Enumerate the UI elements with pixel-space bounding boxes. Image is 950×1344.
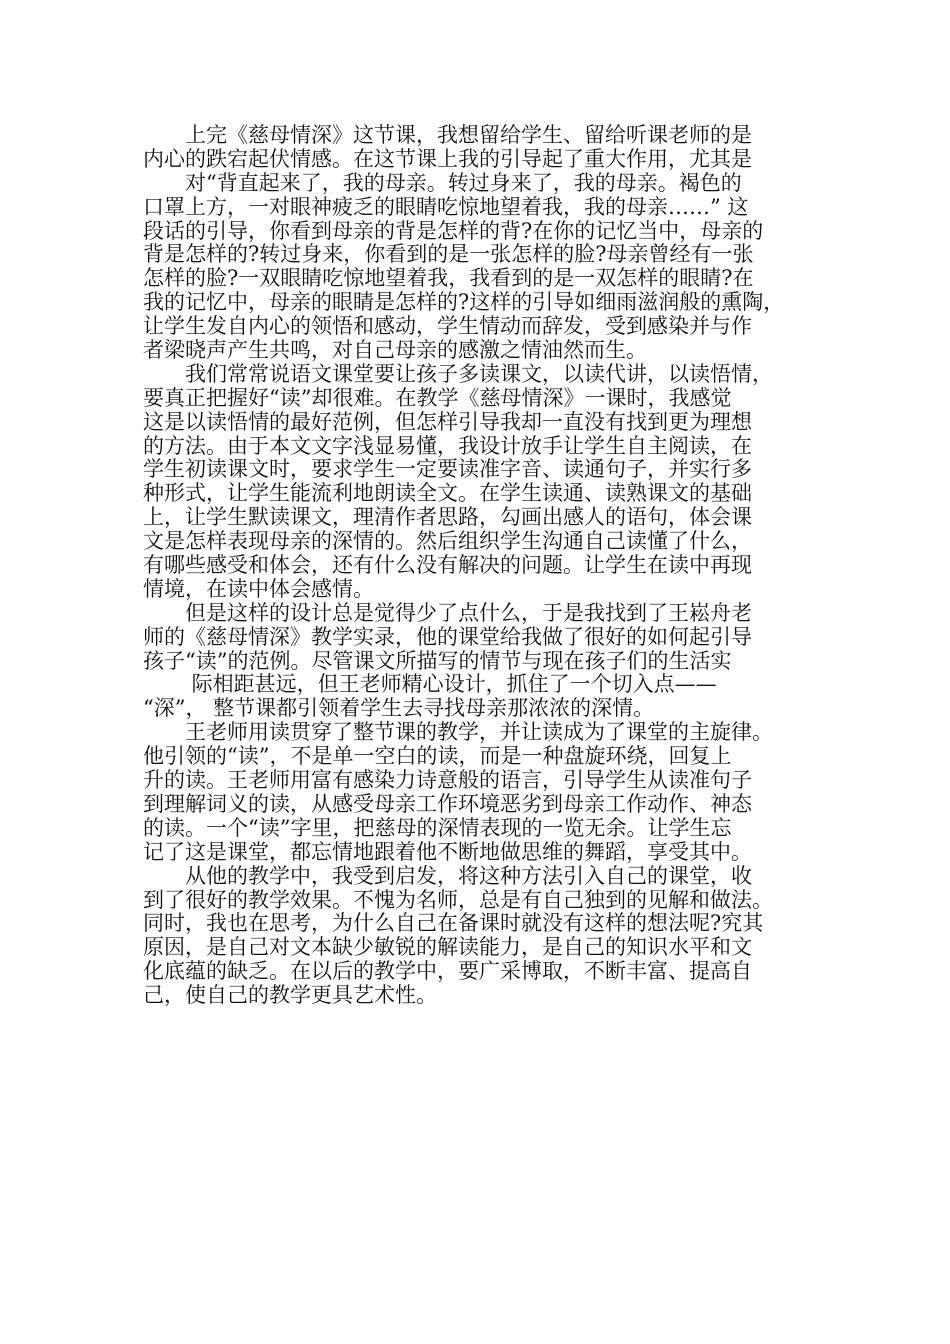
text-line: 让学生发自内心的领悟和感动，学生情动而辞发，受到感染并与作: [143, 314, 752, 339]
text-line: 怎样的脸?一双眼睛吃惊地望着我，我看到的是一双怎样的眼睛?在: [143, 266, 754, 291]
text-line: 背是怎样的?转过身来，你看到的是一张怎样的脸?母亲曾经有一张: [143, 242, 754, 267]
text-line: 际相距甚远，但王老师精心设计，抓住了一个切入点——: [143, 672, 717, 697]
text-line: 王老师用读贯穿了整节课的教学，并让读成为了课堂的主旋律。: [143, 720, 773, 745]
text-line: 上，让学生默读课文，理清作者思路，勾画出感人的语句，体会课: [143, 505, 752, 530]
text-line: 种形式，让学生能流利地朗读全文。在学生读通、读熟课文的基础: [143, 481, 752, 506]
text-line: 师的《慈母情深》教学实录，他的课堂给我做了很好的如何起引导: [143, 624, 752, 649]
text-line: 上完《慈母情深》这节课，我想留给学生、留给听课老师的是: [143, 123, 752, 147]
text-line: 但是这样的设计总是觉得少了点什么，于是我找到了王崧舟老: [143, 600, 752, 625]
text-line: 我们常常说语文课堂要让孩子多读课文，以读代讲，以读悟情，: [143, 361, 773, 386]
text-line: 口罩上方，一对眼神疲乏的眼睛吃惊地望着我，我的母亲……” 这: [143, 194, 749, 219]
text-line: 要真正把握好“读”却很难。在教学《慈母情深》一课时，我感觉: [143, 385, 732, 410]
text-line: 内心的跌宕起伏情感。在这节课上我的引导起了重大作用，尤其是: [143, 146, 752, 171]
text-line: 的读。一个“读”字里，把慈母的深情表现的一览无余。让学生忘: [143, 815, 732, 840]
text-line: 升的读。王老师用富有感染力诗意般的语言，引导学生从读准句子: [143, 768, 752, 793]
text-line: 记了这是课堂，都忘情地跟着他不断地做思维的舞蹈，享受其中。: [143, 839, 752, 864]
text-line: 情境，在读中体会感情。: [143, 576, 374, 601]
text-line: 化底蕴的缺乏。在以后的教学中，要广采博取，不断丰富、提高自: [143, 959, 752, 984]
text-line: 他引领的“读”，不是单一空白的读，而是一种盘旋环绕，回复上: [143, 744, 732, 769]
text-line: 对“背直起来了，我的母亲。转过身来了，我的母亲。褐色的: [143, 170, 742, 195]
text-line: 同时，我也在思考，为什么自己在备课时就没有这样的想法呢?究其: [143, 911, 764, 936]
text-line: 学生初读课文时，要求学生一定要读准字音、读通句子，并实行多: [143, 457, 752, 482]
text-line: 到理解词义的读，从感受母亲工作环境恶劣到母亲工作动作、神态: [143, 791, 752, 816]
text-line: 段话的引导，你看到母亲的背是怎样的背?在你的记忆当中，母亲的: [143, 218, 764, 243]
text-line: 有哪些感受和体会，还有什么没有解决的问题。让学生在读中再现: [143, 553, 752, 578]
article-body: [143, 124, 843, 1008]
text-line: 己，使自己的教学更具艺术性。: [143, 983, 437, 1008]
text-line: 孩子“读”的范例。尽管课文所描写的情节与现在孩子们的生活实: [143, 648, 732, 673]
text-line: 从他的教学中，我受到启发，将这种方法引入自己的课堂，收: [143, 863, 752, 888]
text-line: 文是怎样表现母亲的深情的。然后组织学生沟通自己读懂了什么，: [143, 529, 752, 554]
text-line: “深”， 整节课都引领着学生去寻找母亲那浓浓的深情。: [143, 696, 655, 721]
text-line: 者梁晓声产生共鸣，对自己母亲的感激之情油然而生。: [143, 338, 647, 363]
text-line: 原因，是自己对文本缺少敏锐的解读能力，是自己的知识水平和文: [143, 935, 752, 960]
text-line: 到了很好的教学效果。不愧为名师，总是有自己独到的见解和做法。: [143, 887, 773, 912]
text-line: 这是以读悟情的最好范例，但怎样引导我却一直没有找到更为理想: [143, 409, 752, 434]
text-line: 我的记忆中，母亲的眼睛是怎样的?这样的引导如细雨滋润般的熏陶，: [143, 290, 785, 315]
text-line: 的方法。由于本文文字浅显易懂，我设计放手让学生自主阅读，在: [143, 433, 752, 458]
